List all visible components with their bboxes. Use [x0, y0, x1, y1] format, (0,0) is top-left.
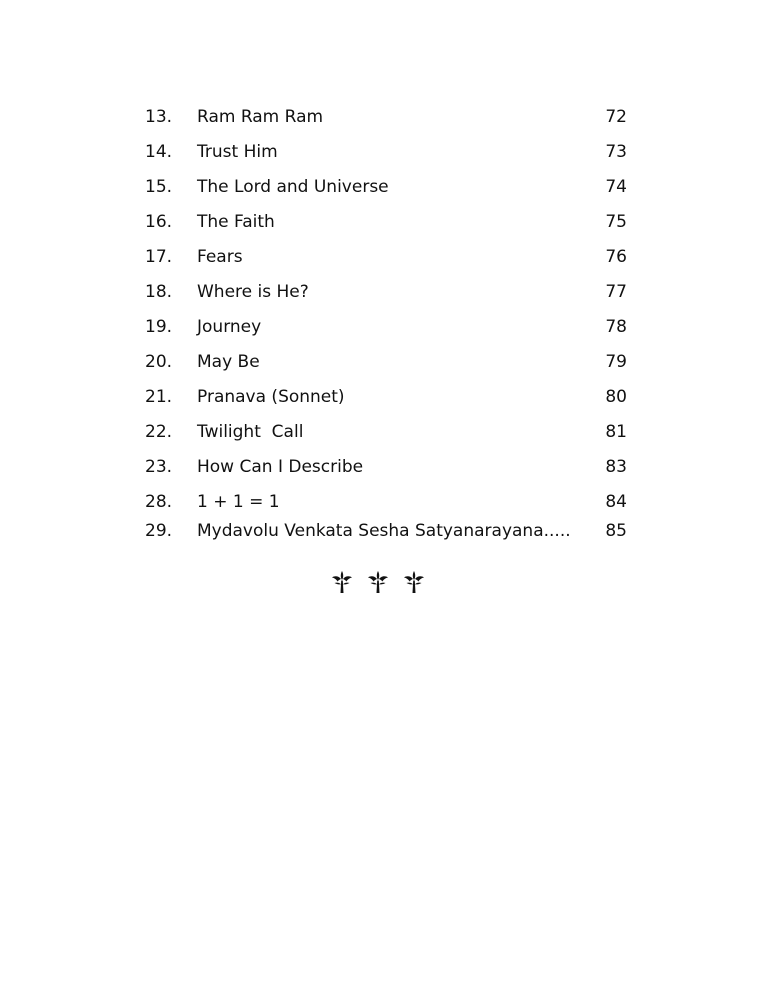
toc-entry[interactable]: [145, 208, 627, 243]
toc-entry[interactable]: [145, 103, 627, 138]
toc-entry-page: 73: [605, 142, 627, 162]
toc-entry-page: 79: [605, 352, 627, 372]
toc-entry-page: 76: [605, 247, 627, 267]
toc-entry-title: Where is He?: [197, 282, 309, 302]
toc-entry[interactable]: [145, 278, 627, 313]
toc-entry-number: 17.: [145, 247, 173, 267]
toc-entry-page: 80: [605, 387, 627, 407]
toc-entry-page: 84: [605, 492, 627, 512]
fleuron-icon: [328, 568, 356, 596]
toc-entry[interactable]: [145, 138, 627, 173]
toc-entry[interactable]: [145, 313, 627, 348]
toc-entry[interactable]: [145, 488, 627, 517]
toc-entry-number: 23.: [145, 457, 173, 477]
toc-entry-page: 75: [605, 212, 627, 232]
toc-entry-page: 83: [605, 457, 627, 477]
toc-entry-title: Twilight Call: [197, 422, 304, 442]
toc-entry-page: 74: [605, 177, 627, 197]
toc-entry-title: How Can I Describe: [197, 457, 364, 477]
toc-entry-title: The Faith: [197, 212, 275, 232]
toc-entry-title: May Be: [197, 352, 260, 372]
fleuron-icon: [400, 568, 428, 596]
section-end-ornaments: [328, 566, 428, 598]
toc-entry-number: 20.: [145, 352, 173, 372]
toc-entry[interactable]: [145, 348, 627, 383]
toc-entry-title: Trust Him: [197, 142, 278, 162]
toc-entry-number: 18.: [145, 282, 173, 302]
toc-entry-page: 85: [605, 521, 627, 541]
toc-entry-title: Pranava (Sonnet): [197, 387, 345, 407]
toc-entry-page: 77: [605, 282, 627, 302]
toc-entry[interactable]: [145, 453, 627, 488]
toc-entry[interactable]: [145, 418, 627, 453]
toc-entry-page: 81: [605, 422, 627, 442]
toc-entry-title: Journey: [197, 317, 262, 337]
toc-entry-number: 15.: [145, 177, 173, 197]
toc-entry-number: 28.: [145, 492, 173, 512]
toc-entry[interactable]: [145, 173, 627, 208]
toc-entry-number: 21.: [145, 387, 173, 407]
toc-entry-page: 78: [605, 317, 627, 337]
toc-entry-number: 16.: [145, 212, 173, 232]
toc-entry-title: Mydavolu Venkata Sesha Satyanarayana.....: [197, 521, 571, 541]
table-of-contents: [145, 103, 627, 552]
toc-entry[interactable]: [145, 243, 627, 278]
fleuron-icon: [364, 568, 392, 596]
toc-entry-title: The Lord and Universe: [197, 177, 389, 197]
toc-entry-number: 14.: [145, 142, 173, 162]
toc-entry-title: Ram Ram Ram: [197, 107, 324, 127]
toc-entry-number: 29.: [145, 521, 173, 541]
toc-entry-number: 19.: [145, 317, 173, 337]
toc-entry-title: Fears: [197, 247, 243, 267]
toc-entry[interactable]: [145, 517, 627, 552]
toc-entry-title: 1 + 1 = 1: [197, 492, 280, 512]
toc-entry[interactable]: [145, 383, 627, 418]
toc-entry-page: 72: [605, 107, 627, 127]
toc-entry-number: 22.: [145, 422, 173, 442]
toc-entry-number: 13.: [145, 107, 173, 127]
